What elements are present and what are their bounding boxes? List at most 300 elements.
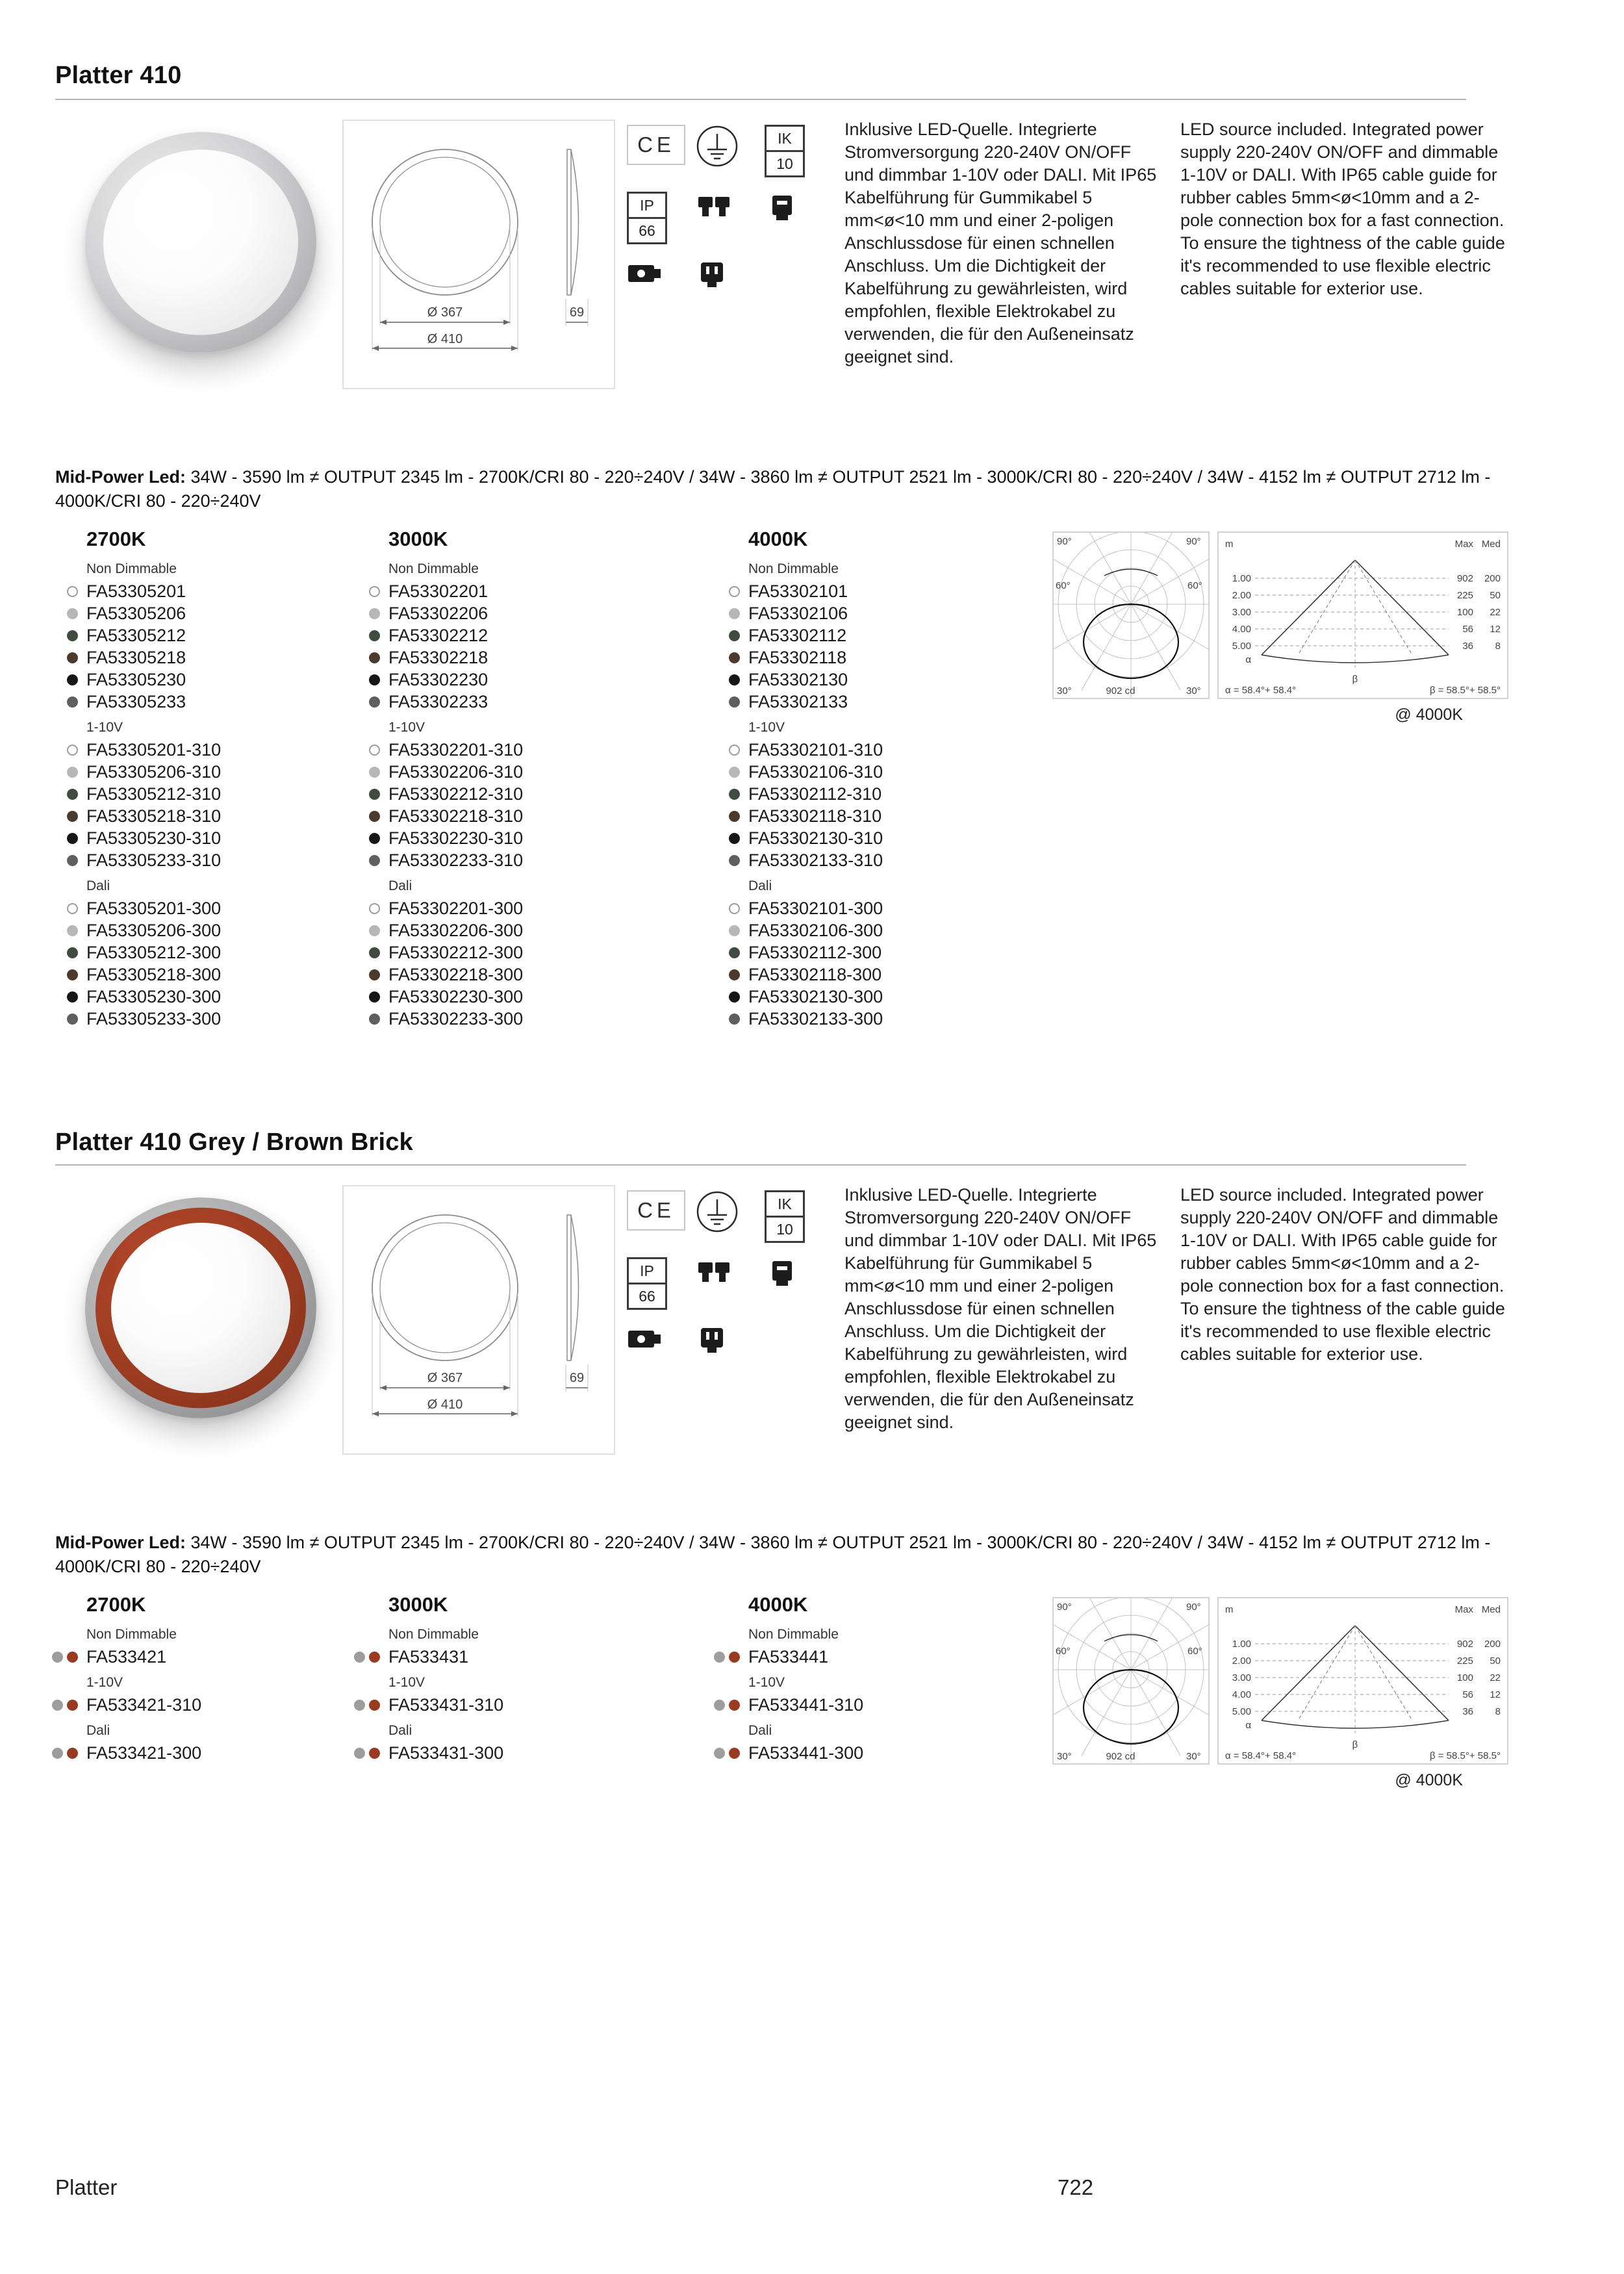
group-label: 1-10V (86, 1675, 123, 1690)
product-code-row (86, 805, 385, 827)
finish-dots (369, 630, 380, 641)
code-list (86, 1646, 385, 1668)
finish-dots (369, 833, 380, 844)
cone-med-value: 22 (1490, 607, 1501, 618)
code-list (86, 739, 385, 871)
product-code: FA53302112-300 (748, 942, 882, 962)
code-list (748, 1742, 1047, 1764)
code-list (388, 1646, 687, 1668)
product-code: FA53305233-310 (86, 850, 222, 870)
cone-med-value: 22 (1490, 1672, 1501, 1683)
cone-diagram (1217, 531, 1508, 699)
product-code-row (748, 1742, 1047, 1764)
product-code: FA533441-310 (748, 1694, 864, 1715)
finish-dots (729, 1014, 740, 1025)
product-code: FA53302206-310 (388, 761, 524, 782)
page-title: Platter 410 (55, 62, 182, 90)
finish-dots (729, 903, 740, 914)
finish-dot (729, 855, 740, 866)
code-list (86, 1742, 385, 1764)
product-code: FA53302206 (388, 603, 488, 623)
finish-dots (369, 925, 380, 936)
column-header: 3000K (388, 528, 448, 550)
product-code: FA53302106 (748, 603, 848, 623)
ik-rating-badge: IK 10 (765, 1190, 805, 1243)
cone-m-value: 2.00 (1232, 1655, 1251, 1667)
finish-dot (729, 811, 740, 822)
finish-dots (729, 652, 740, 663)
cone-max-value: 56 (1462, 1689, 1473, 1700)
polar-label: 30° (1057, 685, 1072, 696)
midpower-label: Mid-Power Led: (55, 1533, 186, 1552)
code-list (748, 897, 1047, 1030)
finish-dot (52, 1748, 63, 1759)
product-code: FA53302201 (388, 581, 488, 601)
cone-med-value: 50 (1490, 1655, 1501, 1667)
finish-dot (52, 1700, 63, 1711)
group-label: Non Dimmable (86, 561, 177, 576)
product-code-row (86, 849, 385, 871)
finish-dot (729, 969, 740, 980)
finish-dot (67, 745, 78, 756)
product-code-row (388, 783, 687, 805)
finish-dot (369, 608, 380, 619)
cone-med-value: 8 (1495, 641, 1501, 652)
product-code: FA53305201-300 (86, 898, 222, 918)
product-code-row (388, 849, 687, 871)
polar-label: 90° (1186, 536, 1201, 547)
finish-dots (369, 652, 380, 663)
group-label: 1-10V (388, 720, 425, 735)
finish-dot (369, 1748, 380, 1759)
finish-dots (369, 991, 380, 1003)
product-code-row (388, 624, 687, 646)
product-code: FA53305233-300 (86, 1008, 222, 1028)
finish-dot (729, 789, 740, 800)
product-code: FA53302106-310 (748, 761, 883, 782)
product-code: FA53302201-310 (388, 739, 524, 760)
finish-dots (67, 789, 78, 800)
photometry-2 (1052, 1597, 1510, 1792)
product-code-row (388, 941, 687, 964)
product-code-row (86, 1742, 385, 1764)
finish-dots (369, 855, 380, 866)
finish-dot (714, 1652, 725, 1663)
finish-dots (67, 630, 78, 641)
midpower-text: 34W - 3590 lm ≠ OUTPUT 2345 lm - 2700K/CRI 80 - 220÷240V / 34W - 3860 lm ≠ OUTPUT 2521 lm - 3000K/CRI 80 - 220÷240V / 34W - 4152 lm ≠ OUTPUT 2712 lm - 4000K/CRI 80 - 220÷240V (55, 1533, 1491, 1576)
product-code-row (388, 1742, 687, 1764)
section-2-overview (55, 1182, 1575, 1546)
product-code: FA53305206-310 (86, 761, 222, 782)
certification-icons (627, 125, 830, 291)
cone-max-value: 56 (1462, 624, 1473, 635)
cone-diagram (1217, 1597, 1508, 1765)
cone-max-value: 100 (1456, 1672, 1473, 1683)
lamp-image (76, 1188, 325, 1427)
finish-dot (369, 991, 380, 1003)
cone-med-label: Med (1481, 539, 1501, 550)
polar-diagram (1052, 1597, 1210, 1765)
midpower-text: 34W - 3590 lm ≠ OUTPUT 2345 lm - 2700K/CRI 80 - 220÷240V / 34W - 3860 lm ≠ OUTPUT 2521 lm - 3000K/CRI 80 - 220÷240V / 34W - 4152 lm ≠ OUTPUT 2712 lm - 4000K/CRI 80 - 220÷240V (55, 467, 1491, 511)
finish-dot (729, 630, 740, 641)
dimension-drawing (342, 1185, 615, 1455)
cone-med-value: 200 (1484, 1639, 1501, 1650)
finish-dots (729, 833, 740, 844)
finish-dot (67, 1014, 78, 1025)
code-column-4000k (748, 1593, 1047, 1764)
polar-label: 90° (1186, 1602, 1201, 1613)
dim-outer-diameter: Ø 410 (427, 1398, 463, 1412)
ip-rating-badge: IP 66 (627, 192, 667, 244)
product-code: FA53305230 (86, 669, 186, 689)
junction-box-icon (627, 1324, 663, 1357)
column-header: 2700K (86, 1593, 146, 1616)
cone-m-label: m (1225, 1604, 1234, 1615)
group-label: Dali (748, 1723, 772, 1738)
product-code: FA53305212-300 (86, 942, 222, 962)
finish-dot (369, 1014, 380, 1025)
dimension-drawing (342, 120, 615, 389)
group-label: 1-10V (388, 1675, 425, 1690)
code-list (748, 1646, 1047, 1668)
cone-m-value: 4.00 (1232, 1689, 1251, 1700)
finish-dot (729, 696, 740, 708)
finish-dots (729, 745, 740, 756)
product-code-row (388, 739, 687, 761)
code-column-3000k (388, 528, 687, 1030)
finish-dots (369, 767, 380, 778)
finish-dots (369, 969, 380, 980)
footer-family-name: Platter (55, 2175, 118, 2199)
product-code-row (388, 964, 687, 986)
finish-dot (714, 1748, 725, 1759)
product-code: FA53302101-300 (748, 898, 883, 918)
finish-dots (729, 789, 740, 800)
finish-dot (369, 833, 380, 844)
product-code-row (748, 1008, 1047, 1030)
group-label: 1-10V (748, 1675, 785, 1690)
beta-mark: β (1352, 674, 1358, 685)
midpower-led-specs (55, 1531, 1575, 1579)
description-german: Inklusive LED-Quelle. Integrierte Stromversorgung 220-240V ON/OFF und dimmbar 1-10V oder DALI. Mit IP65 Kabelführung für Gummikabel 5 mm<ø<10 mm und einer 2-poligen Anschlussdose für einen schnellen Anschluss. Um die Dichtigkeit der Kabelführung zu gewährleisten, wird empfohlen, flexible Elektrokabel zu verwenden, die für den Außeneinsatz geeignet sind. (844, 1185, 1157, 1432)
product-code: FA53302133-310 (748, 850, 883, 870)
finish-dot (67, 833, 78, 844)
finish-dot (369, 1652, 380, 1663)
polar-label: 90° (1057, 536, 1072, 547)
ce-mark: CE (627, 125, 685, 165)
divider (55, 1164, 1466, 1166)
code-list (86, 1694, 385, 1716)
finish-dots (67, 855, 78, 866)
product-code-row (748, 783, 1047, 805)
group-label: Dali (388, 878, 412, 893)
finish-dots (714, 1700, 740, 1711)
finish-dot (729, 608, 740, 619)
product-code-row (388, 827, 687, 849)
product-codes-section-1 (55, 528, 1575, 1086)
dim-outer-diameter: Ø 410 (427, 332, 463, 346)
finish-dot (729, 947, 740, 958)
product-code: FA53302201-300 (388, 898, 524, 918)
polar-label: 60° (1187, 580, 1202, 591)
product-code: FA53302206-300 (388, 920, 524, 940)
product-code: FA53302112 (748, 625, 847, 645)
earth-ground-icon (696, 125, 739, 168)
product-code: FA533421-310 (86, 1694, 202, 1715)
finish-dot (67, 1652, 78, 1663)
cone-m-value: 4.00 (1232, 624, 1251, 635)
finish-dots (369, 696, 380, 708)
description-english: LED source included. Integrated power supply 220-240V ON/OFF and dimmable 1-10V or DALI. With IP65 cable guide for rubber cables 5mm<ø<10mm and a 2-pole connection box for a fast connection. To ensure the tightness of the cable guide it's recommended to use flexible electric cables suitable for exterior use. (1180, 1185, 1505, 1364)
column-header: 3000K (388, 1593, 448, 1616)
finish-dots (369, 1014, 380, 1025)
finish-dots (729, 947, 740, 958)
group-label: Non Dimmable (388, 561, 479, 576)
product-code-row (748, 739, 1047, 761)
product-code: FA53302212-310 (388, 784, 524, 804)
plug-icon (696, 259, 732, 291)
product-code: FA53305233 (86, 691, 186, 711)
cone-med-value: 50 (1490, 590, 1501, 601)
code-list (748, 1694, 1047, 1716)
finish-dots (369, 903, 380, 914)
finish-dots (67, 811, 78, 822)
product-code-row (86, 602, 385, 624)
finish-dots (52, 1652, 78, 1663)
group-label: Non Dimmable (388, 1627, 479, 1642)
finish-dots (369, 947, 380, 958)
product-code-row (86, 761, 385, 783)
finish-dots (729, 696, 740, 708)
ip-rating-badge: IP 66 (627, 1257, 667, 1310)
finish-dot (67, 674, 78, 685)
product-code-row (748, 1646, 1047, 1668)
finish-dot (67, 991, 78, 1003)
product-code: FA53302230 (388, 669, 488, 689)
code-list (388, 739, 687, 871)
section-2-title: Platter 410 Grey / Brown Brick (55, 1129, 413, 1156)
polar-diagram (1052, 531, 1210, 699)
finish-dot (729, 652, 740, 663)
junction-box-icon (627, 259, 663, 291)
finish-dots (369, 674, 380, 685)
finish-dots (67, 925, 78, 936)
product-code-row (86, 897, 385, 919)
code-column-2700k (86, 1593, 385, 1764)
product-code: FA533431 (388, 1646, 469, 1667)
finish-dots (369, 586, 380, 597)
product-code: FA53305201 (86, 581, 186, 601)
finish-dot (369, 925, 380, 936)
finish-dots (67, 674, 78, 685)
code-list (86, 897, 385, 1030)
finish-dots (369, 745, 380, 756)
finish-dot (67, 652, 78, 663)
product-code-row (748, 986, 1047, 1008)
product-code-row (86, 827, 385, 849)
product-code-row (388, 919, 687, 941)
cone-m-value: 5.00 (1232, 1706, 1251, 1717)
dim-depth: 69 (569, 1371, 585, 1385)
product-code-row (86, 739, 385, 761)
photometry-1 (1052, 531, 1510, 726)
code-list (388, 1742, 687, 1764)
group-label: Dali (388, 1723, 412, 1738)
product-code-row (388, 897, 687, 919)
finish-dots (67, 652, 78, 663)
finish-dot (369, 855, 380, 866)
earth-ground-icon (696, 1190, 739, 1233)
polar-label: 90° (1057, 1602, 1072, 1613)
finish-dot (729, 991, 740, 1003)
finish-dot (369, 586, 380, 597)
cable-clamp-icon (696, 1257, 732, 1290)
finish-dots (52, 1748, 78, 1759)
finish-dot (369, 811, 380, 822)
finish-dot (67, 608, 78, 619)
alpha-value: α = 58.4°+ 58.4° (1225, 1750, 1297, 1761)
finish-dot (369, 630, 380, 641)
finish-dots (67, 608, 78, 619)
dim-inner-diameter: Ø 367 (427, 305, 463, 320)
finish-dots (729, 586, 740, 597)
technical-drawing (342, 120, 615, 389)
divider (55, 99, 1466, 100)
product-code: FA53302101 (748, 581, 848, 601)
product-code-row (388, 761, 687, 783)
product-code-row (748, 827, 1047, 849)
product-code: FA53305230-310 (86, 828, 222, 848)
cone-m-value: 1.00 (1232, 1639, 1251, 1650)
group-label: Non Dimmable (748, 1627, 839, 1642)
finish-dots (67, 767, 78, 778)
finish-dots (369, 811, 380, 822)
product-code: FA53305206-300 (86, 920, 222, 940)
product-code-row (748, 669, 1047, 691)
product-code: FA53302233-300 (388, 1008, 524, 1028)
finish-dot (67, 630, 78, 641)
group-label: Dali (86, 1723, 110, 1738)
finish-dots (67, 696, 78, 708)
alpha-mark: α (1245, 1720, 1251, 1731)
cone-max-value: 36 (1462, 641, 1473, 652)
product-code-row (748, 602, 1047, 624)
cable-gland-icon (765, 192, 801, 224)
finish-dots (52, 1700, 78, 1711)
plug-icon (696, 1324, 732, 1357)
product-code: FA533431-300 (388, 1743, 504, 1763)
product-code-row (86, 941, 385, 964)
product-code-row (748, 964, 1047, 986)
product-code-row (86, 691, 385, 713)
product-code-row (388, 805, 687, 827)
product-code-row (86, 624, 385, 646)
code-column-4000k (748, 528, 1047, 1030)
cone-max-value: 225 (1456, 1655, 1473, 1667)
column-header: 4000K (748, 528, 808, 550)
code-column-2700k (86, 528, 385, 1030)
finish-dot (369, 767, 380, 778)
beta-mark: β (1352, 1739, 1358, 1750)
product-code: FA53302118 (748, 647, 847, 667)
finish-dot (729, 903, 740, 914)
cable-gland-icon (765, 1257, 801, 1290)
product-code: FA53305218-310 (86, 806, 222, 826)
cone-med-value: 12 (1490, 624, 1501, 635)
product-photo-grey-brown (85, 1194, 316, 1422)
product-code: FA53302118-300 (748, 964, 882, 984)
product-code: FA53302218 (388, 647, 488, 667)
finish-dot (67, 903, 78, 914)
finish-dot (369, 789, 380, 800)
beta-value: β = 58.5°+ 58.5° (1429, 1750, 1501, 1761)
finish-dots (67, 991, 78, 1003)
product-code: FA53305206 (86, 603, 186, 623)
product-code: FA53305218 (86, 647, 186, 667)
product-code-row (388, 986, 687, 1008)
product-code: FA533421-300 (86, 1743, 202, 1763)
finish-dot (67, 855, 78, 866)
finish-dot (729, 1700, 740, 1711)
code-list (748, 580, 1047, 713)
cone-max-value: 902 (1456, 1639, 1473, 1650)
finish-dots (714, 1652, 740, 1663)
group-label: 1-10V (86, 720, 123, 735)
finish-dot (369, 903, 380, 914)
polar-label: 60° (1056, 1646, 1071, 1657)
polar-candela: 902 cd (1106, 685, 1136, 696)
cone-m-value: 1.00 (1232, 573, 1251, 584)
code-list (388, 580, 687, 713)
finish-dots (67, 1014, 78, 1025)
product-code: FA53302130-310 (748, 828, 883, 848)
finish-dot (369, 674, 380, 685)
product-code: FA53302233 (388, 691, 488, 711)
product-code-row (86, 919, 385, 941)
product-code: FA53305212 (86, 625, 186, 645)
product-code-row (388, 646, 687, 669)
cone-m-value: 3.00 (1232, 1672, 1251, 1683)
midpower-led-specs (55, 465, 1575, 513)
code-list (86, 580, 385, 713)
finish-dot (714, 1700, 725, 1711)
product-code-row (86, 783, 385, 805)
product-code-row (86, 1694, 385, 1716)
product-code: FA533431-310 (388, 1694, 504, 1715)
finish-dots (729, 811, 740, 822)
product-code: FA53302233-310 (388, 850, 524, 870)
product-code-row (388, 1646, 687, 1668)
column-header: 4000K (748, 1593, 808, 1616)
cone-med-label: Med (1481, 1604, 1501, 1615)
product-code-row (748, 919, 1047, 941)
product-code-row (748, 849, 1047, 871)
page-number: 722 (1058, 2175, 1094, 2199)
finish-dot (67, 696, 78, 708)
polar-label: 60° (1056, 580, 1071, 591)
finish-dots (354, 1700, 380, 1711)
finish-dot (369, 969, 380, 980)
product-code-row (748, 1694, 1047, 1716)
finish-dot (67, 811, 78, 822)
cone-med-value: 12 (1490, 1689, 1501, 1700)
dim-depth: 69 (569, 305, 585, 320)
finish-dot (67, 947, 78, 958)
cone-max-value: 36 (1462, 1706, 1473, 1717)
finish-dot (67, 767, 78, 778)
ce-mark: CE (627, 1190, 685, 1231)
product-code-row (86, 964, 385, 986)
